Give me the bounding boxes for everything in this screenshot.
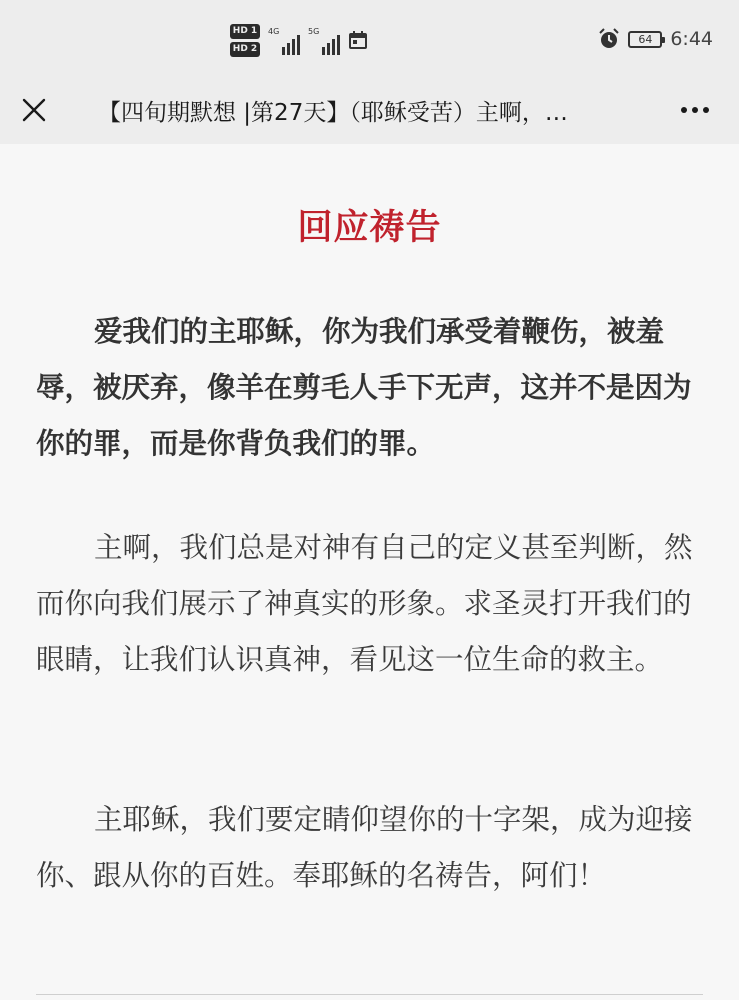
battery-indicator <box>628 31 662 48</box>
hd1-badge: HD 1 <box>230 24 260 39</box>
status-bar <box>0 0 739 78</box>
nav-bar <box>0 78 739 144</box>
battery-level: 64 <box>638 32 653 46</box>
net1-label: 4G <box>268 27 280 36</box>
paragraph-1: 爱我们的主耶稣，你为我们承受着鞭伤，被羞辱，被厌弃，像羊在剪毛人手下无声，这并不是因为你的罪，而是你背负我们的罪。 <box>36 315 692 460</box>
more-icon-dot <box>703 107 709 113</box>
paragraph-3: 主耶稣，我们要定睛仰望你的十字架，成为迎接你、跟从你的百姓。奉耶稣的名祷告，阿们！ <box>36 803 693 892</box>
net2-label: 5G <box>308 27 320 36</box>
article-body <box>0 144 739 1000</box>
hd-indicators <box>230 24 260 57</box>
paragraph-2: 主啊，我们总是对神有自己的定义甚至判断，然而你向我们展示了神真实的形象。求圣灵打开我们的眼睛，让我们认识真神，看见这一位生命的救主。 <box>36 531 693 676</box>
close-button[interactable] <box>14 90 54 130</box>
hd2-badge: HD 2 <box>230 42 260 57</box>
signal-5g-icon <box>308 25 340 55</box>
signal-4g-icon <box>268 25 300 55</box>
more-icon-dot <box>681 107 687 113</box>
status-right <box>598 28 713 50</box>
clock: 6:44 <box>670 28 713 50</box>
page-title: 【四旬期默想 |第27天】（耶稣受苦）主啊，… <box>98 100 568 126</box>
calendar-icon <box>348 30 368 50</box>
more-icon-dot <box>692 107 698 113</box>
status-left <box>230 22 368 58</box>
section-heading: 回应祷告 <box>297 208 442 248</box>
alarm-icon <box>598 28 620 50</box>
divider <box>36 994 703 995</box>
close-icon <box>21 97 47 123</box>
more-button[interactable] <box>673 92 717 128</box>
